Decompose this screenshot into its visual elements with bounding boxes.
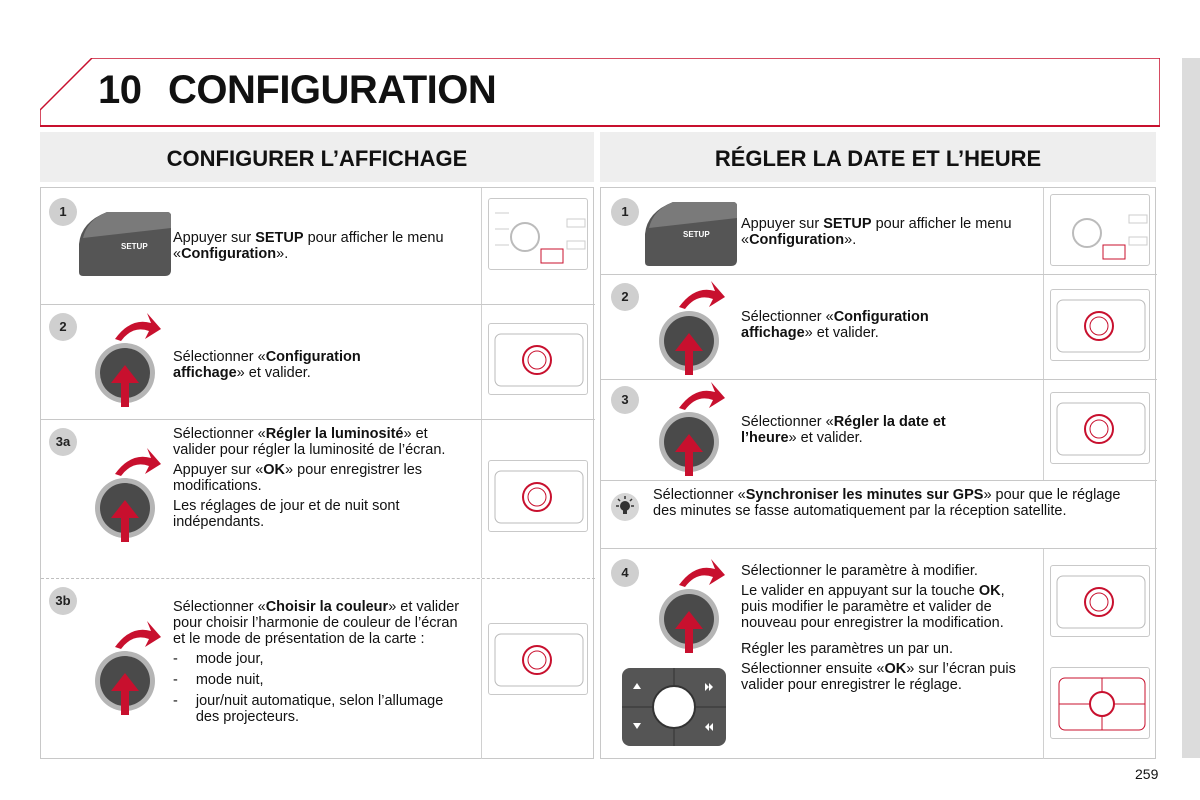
step-badge: 3a [49,428,77,456]
console-thumbnail [481,188,595,304]
tip-text: Sélectionner «Synchroniser les minutes sur GPS» pour que le réglage des minutes se fasse automatiquement par la réception satellite. [653,487,1121,519]
console-thumbnail [1043,188,1157,274]
console-thumbnail [481,305,595,419]
left-steps-panel [40,187,594,759]
gps-tip [601,481,1155,539]
right-section-header [600,132,1156,182]
ok-control-pad-icon [621,667,727,747]
console-thumbnail [481,579,595,759]
step-text: Sélectionner «Régler la date et l’heure» et valider. [741,414,946,446]
page-number: 259 [1135,766,1159,782]
setup-label: SETUP [121,242,148,251]
list-item: - jour/nuit automatique, selon l’allumage des projecteurs. [173,693,444,725]
step-badge: 2 [611,283,639,311]
rotary-knob-icon [93,311,163,411]
console-thumbnail [481,420,595,578]
left-section-header [40,132,594,182]
page-title: CONFIGURATION [168,68,497,112]
left-step-2 [41,305,593,419]
step-text: Sélectionner le paramètre à modifier. Le valider en appuyant sur la touche OK, puis modifier le paramètre et valider de nouveau pour enregistrer la modification. Régler les paramètres un par un. Sélectionner ensuite «OK» sur l’écran puis valider pour enregistrer le réglage. [741,563,1016,693]
console-thumbnail [1043,275,1157,379]
list-item: - mode jour, [173,651,264,667]
console-thumbnail [1043,549,1157,759]
right-step-1 [601,188,1155,274]
rotary-knob-icon [657,279,727,379]
step-text: Appuyer sur SETUP pour afficher le menu «Configuration». [741,216,1012,248]
step-badge: 2 [49,313,77,341]
right-section-title: RÉGLER LA DATE ET L’HEURE [714,146,1042,171]
step-badge: 3b [49,587,77,615]
side-tab [1182,58,1200,758]
rotary-knob-icon [657,557,727,657]
step-text: Appuyer sur SETUP pour afficher le menu «Configuration». [173,230,444,262]
left-step-3b [41,579,593,759]
rotary-knob-icon [93,619,163,719]
console-thumbnail [1043,380,1157,480]
setup-label: SETUP [683,230,710,239]
step-text: Sélectionner «Choisir la couleur» et valider pour choisir l’harmonie de couleur de l’écran et le mode de présentation de la carte : - mode jour, - mode nuit, - jour/nuit automatique, selon l’allumage des projecteurs. [173,599,463,725]
step-text: Sélectionner «Configuration affichage» et valider. [173,349,361,381]
right-step-3 [601,380,1155,480]
step-badge: 3 [611,386,639,414]
step-text: Sélectionner «Régler la luminosité» et valider pour régler la luminosité de l’écran. Appuyer sur «OK» pour enregistrer les modifications. Les réglages de jour et de nuit sont indépendants. [173,426,446,530]
list-item: - mode nuit, [173,672,264,688]
step-badge: 4 [611,559,639,587]
setup-button-image [645,198,737,268]
chapter-number: 10 [98,68,142,112]
rotary-knob-icon [657,380,727,480]
step-badge: 1 [611,198,639,226]
step-badge: 1 [49,198,77,226]
left-step-3a [41,420,593,578]
rotary-knob-icon [93,446,163,546]
left-step-1 [41,188,593,304]
lightbulb-icon [611,493,639,521]
right-step-4 [601,549,1155,759]
step-text: Sélectionner «Configuration affichage» et valider. [741,309,929,341]
setup-button-image [79,208,171,278]
right-step-2 [601,275,1155,379]
right-steps-panel [600,187,1156,759]
left-section-title: CONFIGURER L’AFFICHAGE [166,146,468,171]
